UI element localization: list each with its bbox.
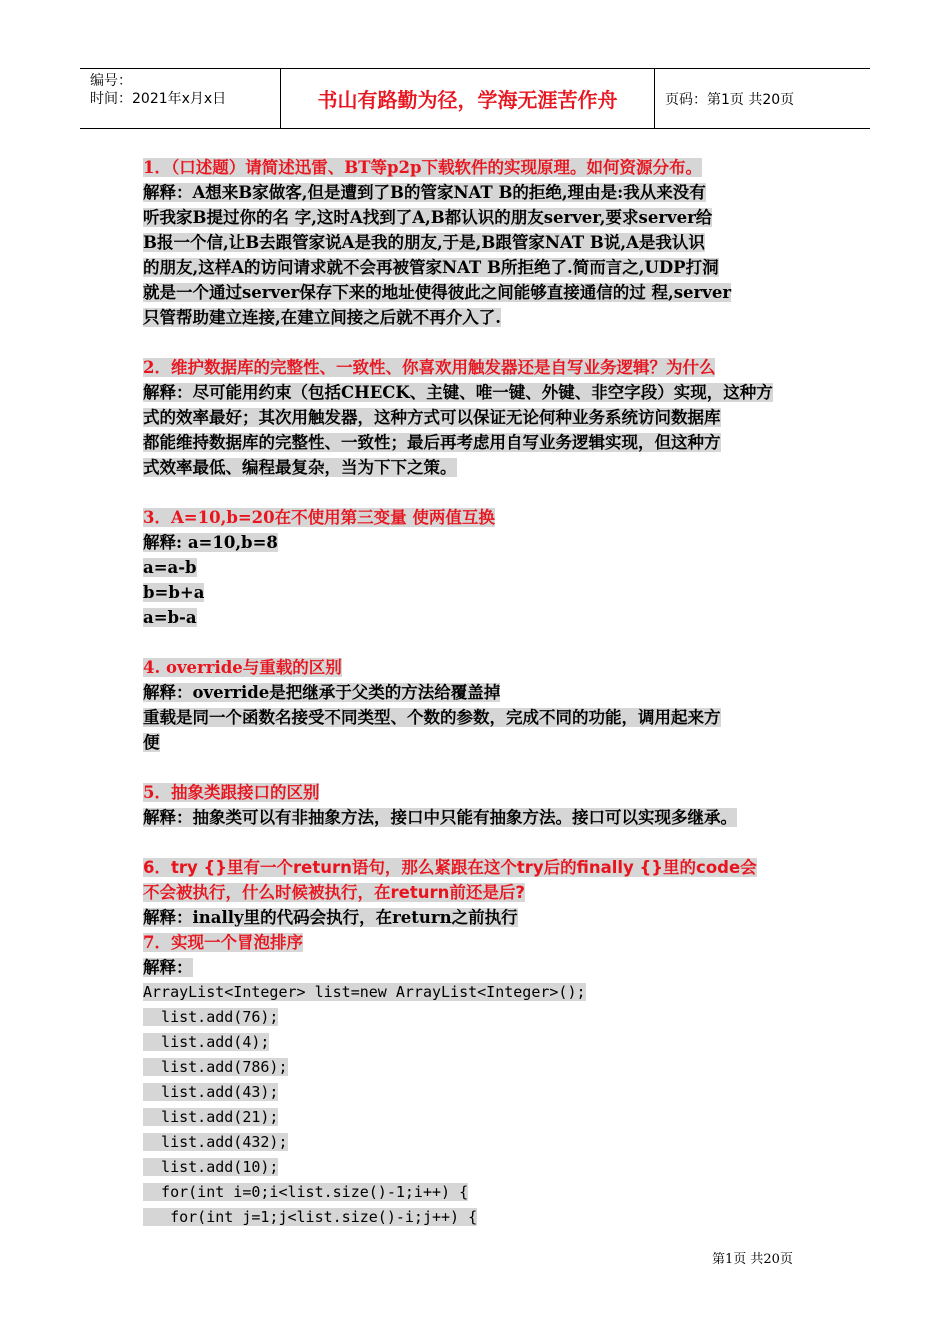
question-7-title: 7．实现一个冒泡排序 — [143, 933, 303, 952]
question-5-title: 5．抽象类跟接口的区别 — [143, 783, 320, 802]
document-body — [143, 155, 808, 1230]
code-line: list.add(43); — [143, 1083, 279, 1101]
document-date: 时间：2021年x月x日 — [90, 91, 227, 107]
answer-label: 解释： — [143, 958, 193, 977]
answer-line: 就是一个通过server保存下来的地址使得彼此之间能够直接通信的过 程,server — [143, 283, 732, 302]
page-header — [80, 68, 870, 129]
answer-line: a=b-a — [143, 608, 197, 627]
answer-line: b=b+a — [143, 583, 205, 602]
answer-line: 解释：inally里的代码会执行，在return之前执行 — [143, 908, 518, 927]
header-motto: 书山有路勤为径，学海无涯苦作舟 — [281, 69, 655, 128]
answer-line: 解释：尽可能用约束（包括CHECK、主键、唯一键、外键、非空字段）实现，这种方 — [143, 383, 773, 402]
question-6-title: 6．try {}里有一个return语句，那么紧跟在这个try后的finally {}里的code会 — [143, 858, 757, 877]
answer-line: 解释: a=10,b=8 — [143, 533, 278, 552]
code-line: list.add(21); — [143, 1108, 279, 1126]
page-footer: 第1页 共20页 — [712, 1252, 793, 1267]
answer-line: 都能维持数据库的完整性、一致性；最后再考虑用自写业务逻辑实现，但这种方 — [143, 433, 721, 452]
code-line: list.add(4); — [143, 1033, 270, 1051]
answer-line: 的朋友,这样A的访问请求就不会再被管家NAT B所拒绝了.简而言之,UDP打洞 — [143, 258, 719, 277]
answer-line: 式效率最低、编程最复杂，当为下下之策。 — [143, 458, 457, 477]
header-meta — [80, 69, 281, 128]
question-2-title: 2．维护数据库的完整性、一致性、你喜欢用触发器还是自写业务逻辑？为什么 — [143, 358, 716, 377]
question-1-title: 1．（口述题）请简述迅雷、BT等p2p下载软件的实现原理。如何资源分布。 — [143, 158, 703, 177]
code-line: list.add(432); — [143, 1133, 288, 1151]
answer-line: a=a-b — [143, 558, 197, 577]
answer-line: 式的效率最好；其次用触发器，这种方式可以保证无论何种业务系统访问数据库 — [143, 408, 721, 427]
answer-line: 听我家B提过你的名 字,这时A找到了A,B都认识的朋友server,要求server给 — [143, 208, 713, 227]
code-line: list.add(76); — [143, 1008, 279, 1026]
answer-line: 重载是同一个函数名接受不同类型、个数的参数，完成不同的功能，调用起来方 — [143, 708, 721, 727]
answer-line: 解释：抽象类可以有非抽象方法，接口中只能有抽象方法。接口可以实现多继承。 — [143, 808, 737, 827]
answer-line: 解释：override是把继承于父类的方法给覆盖掉 — [143, 683, 501, 702]
answer-line: 解释：A想来B家做客,但是遭到了B的管家NAT B的拒绝,理由是:我从来没有 — [143, 183, 706, 202]
question-6-title-cont: 不会被执行，什么时候被执行，在return前还是后? — [143, 883, 525, 902]
question-3-title: 3．A=10,b=20在不使用第三变量 使两值互换 — [143, 508, 495, 527]
answer-line: B报一个信,让B去跟管家说A是我的朋友,于是,B跟管家NAT B说,A是我认识 — [143, 233, 705, 252]
code-line: for(int j=1;j<list.size()-i;j++) { — [143, 1208, 478, 1226]
answer-line: 便 — [143, 733, 160, 752]
answer-line: 只管帮助建立连接,在建立间接之后就不再介入了. — [143, 308, 501, 327]
document-number-label: 编号： — [90, 73, 132, 89]
header-page-info: 页码：第1页 共20页 — [665, 91, 795, 108]
code-line: for(int i=0;i<list.size()-1;i++) { — [143, 1183, 469, 1201]
question-4-title: 4. override与重载的区别 — [143, 658, 342, 677]
code-line: list.add(786); — [143, 1058, 288, 1076]
code-line: ArrayList<Integer> list=new ArrayList<Integer>(); — [143, 983, 586, 1001]
code-line: list.add(10); — [143, 1158, 279, 1176]
